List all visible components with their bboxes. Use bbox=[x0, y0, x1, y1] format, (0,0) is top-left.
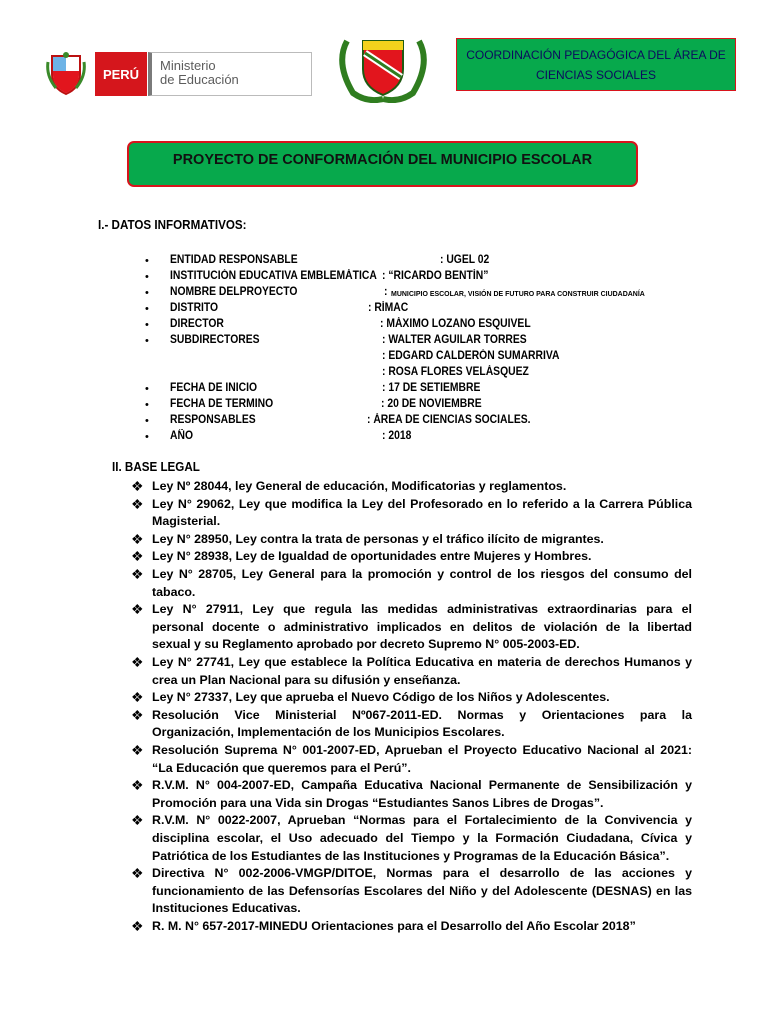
datos-value: : MÁXIMO LOZANO ESQUIVEL bbox=[380, 318, 531, 330]
diamond-bullet-icon: ❖ bbox=[131, 654, 144, 670]
diamond-bullet-icon: ❖ bbox=[131, 601, 144, 618]
bullet-icon: • bbox=[145, 271, 149, 283]
law-text-line: Organización, Implementación de los Municipios Escolares. bbox=[152, 725, 505, 740]
law-text-line: R. M. N° 657-2017-MINEDU Orientaciones para el Desarrollo del Año Escolar 2018” bbox=[152, 919, 636, 933]
section-heading-base-legal: II. BASE LEGAL bbox=[112, 460, 200, 474]
diamond-bullet-icon: ❖ bbox=[131, 742, 144, 758]
bullet-icon: • bbox=[145, 303, 149, 315]
bullet-icon: • bbox=[145, 335, 149, 347]
bullet-icon: • bbox=[145, 319, 149, 331]
datos-value-small: MUNICIPIO ESCOLAR, VISIÓN DE FUTURO PARA CONSTRUIR CIUDADANÍA bbox=[391, 289, 645, 298]
diamond-bullet-icon: ❖ bbox=[131, 548, 144, 565]
bullet-icon: • bbox=[145, 287, 149, 299]
datos-value: : bbox=[384, 286, 388, 298]
datos-value: : “RICARDO BENTÍN” bbox=[382, 270, 489, 282]
diamond-bullet-icon: ❖ bbox=[131, 706, 144, 723]
datos-value: : 2018 bbox=[382, 430, 412, 442]
datos-value: : WALTER AGUILAR TORRES bbox=[382, 334, 527, 346]
bullet-icon: • bbox=[145, 431, 149, 443]
datos-label: NOMBRE DELPROYECTO bbox=[170, 286, 298, 298]
diamond-bullet-icon: ❖ bbox=[131, 865, 144, 882]
datos-label: SUBDIRECTORES bbox=[170, 334, 260, 346]
datos-label: ENTIDAD RESPONSABLE bbox=[170, 254, 298, 266]
diamond-bullet-icon: ❖ bbox=[131, 495, 144, 512]
coordination-line2: CIENCIAS SOCIALES bbox=[535, 68, 657, 82]
datos-label: RESPONSABLES bbox=[170, 414, 256, 426]
datos-label: FECHA DE TERMINO bbox=[170, 398, 274, 410]
datos-value: : EDGARD CALDERÓN SUMARRIVA bbox=[382, 350, 560, 362]
law-text-line: R.V.M. N° 0022-2007, Aprueban “Normas para el Fortalecimiento de la Convivencia y bbox=[152, 813, 692, 828]
diamond-bullet-icon: ❖ bbox=[131, 777, 144, 794]
diamond-bullet-icon: ❖ bbox=[131, 689, 144, 706]
coordination-box bbox=[456, 38, 736, 91]
law-text-line: Ley N° 28705, Ley General para la promoción y control de los riesgos del consumo del bbox=[152, 567, 692, 581]
law-text-line: Ley N° 27337, Ley que aprueba el Nuevo Código de los Niños y Adolescentes. bbox=[152, 690, 610, 705]
datos-label: AÑO bbox=[170, 430, 194, 442]
diamond-bullet-icon: ❖ bbox=[131, 918, 144, 934]
law-text-line: Promoción para una Vida sin Drogas “Estudiantes Sanos Libres de Drogas”. bbox=[152, 795, 604, 810]
school-emblem-icon bbox=[333, 33, 433, 103]
law-text-line: Magisterial. bbox=[152, 514, 221, 529]
logo-peru-label: PERÚ bbox=[95, 52, 147, 96]
bullet-icon: • bbox=[145, 255, 149, 267]
datos-value: : 17 DE SETIEMBRE bbox=[382, 382, 481, 394]
logo-ministry-line1: Ministerio bbox=[160, 58, 216, 73]
datos-value: : ÁREA DE CIENCIAS SOCIALES. bbox=[367, 414, 531, 426]
law-text-line: Ley N° 27911, Ley que regula las medidas administrativas extraordinarias para el bbox=[152, 602, 692, 617]
law-text-line: Directiva N° 002-2006-VMGP/DITOE, Normas para el desarrollo de las acciones y bbox=[152, 866, 692, 881]
diamond-bullet-icon: ❖ bbox=[131, 566, 144, 582]
law-text-line: Patriótica de los Estudiantes de las Instituciones y Programas de la Educación Básica”. bbox=[152, 848, 670, 863]
law-text-line: personal docente o administrativo implicados en delitos de violación de la libertad bbox=[152, 619, 692, 634]
datos-value: : 20 DE NOVIEMBRE bbox=[381, 398, 482, 410]
datos-value: : RÍMAC bbox=[368, 302, 409, 314]
law-text-line: Resolución Vice Ministerial Nº067-2011-ED. Normas y Orientaciones para la bbox=[152, 707, 692, 722]
datos-label: DIRECTOR bbox=[170, 318, 224, 330]
datos-label: FECHA DE INICIO bbox=[170, 382, 258, 394]
law-text-line: Ley N° 29062, Ley que modifica la Ley del Profesorado en lo referido a la Carrera Pública bbox=[152, 496, 692, 511]
diamond-bullet-icon: ❖ bbox=[131, 812, 144, 829]
bullet-icon: • bbox=[145, 383, 149, 395]
law-text-line: Resolución Suprema N° 001-2007-ED, Aprueban el Proyecto Educativo Nacional al 2021: bbox=[152, 743, 692, 757]
bullet-icon: • bbox=[145, 399, 149, 411]
law-text-line: R.V.M. N° 004-2007-ED, Campaña Educativa Nacional Permanente de Sensibilización y bbox=[152, 778, 692, 793]
datos-value: : ROSA FLORES VELÁSQUEZ bbox=[382, 366, 529, 378]
diamond-bullet-icon: ❖ bbox=[131, 478, 144, 494]
diamond-bullet-icon: ❖ bbox=[131, 530, 144, 547]
law-text-line: tabaco. bbox=[152, 584, 196, 599]
coordination-line1: COORDINACIÓN PEDAGÓGICA DEL ÁREA DE bbox=[466, 48, 726, 62]
law-text-line: Ley N° 28938, Ley de Igualdad de oportunidades entre Mujeres y Hombres. bbox=[152, 549, 592, 564]
document-title: PROYECTO DE CONFORMACIÓN DEL MUNICIPIO ESCOLAR bbox=[127, 141, 638, 187]
datos-label: INSTITUCIÓN EDUCATIVA EMBLEMÁTICA bbox=[170, 270, 377, 282]
law-text-line: disciplina escolar, el Uso adecuado del Tiempo y la Formación Ciudadana, Cívica y bbox=[152, 830, 692, 845]
law-text-line: Ley Nº 28044, ley General de educación, Modificatorias y reglamentos. bbox=[152, 479, 567, 493]
law-text-line: Ley N° 28950, Ley contra la trata de personas y el tráfico ilícito de migrantes. bbox=[152, 531, 604, 546]
bullet-icon: • bbox=[145, 415, 149, 427]
datos-label: DISTRITO bbox=[170, 302, 219, 314]
law-text-line: funcionamiento de las Defensorías Escolares del Niño y del Adolescente (DESNAS) en las bbox=[152, 883, 692, 898]
law-text-line: crea un Plan Nacional para su difusión y enseñanza. bbox=[152, 672, 461, 687]
law-text-line: Ley N° 27741, Ley que establece la Política Educativa en materia de derechos Humanos y bbox=[152, 655, 692, 669]
law-text-line: sexual y su Reglamento aprobado por decreto Supremo N° 005-2003-ED. bbox=[152, 637, 580, 652]
peru-coat-of-arms-icon bbox=[46, 52, 86, 96]
law-text-line: Instituciones Educativas. bbox=[152, 901, 301, 916]
section-heading-datos: I.- DATOS INFORMATIVOS: bbox=[98, 218, 247, 232]
logo-ministry-line2: de Educación bbox=[160, 72, 239, 87]
datos-value: : UGEL 02 bbox=[440, 254, 490, 266]
law-text-line: “La Educación que queremos para el Perú”. bbox=[152, 760, 411, 775]
logo-ministry-label bbox=[148, 52, 312, 96]
